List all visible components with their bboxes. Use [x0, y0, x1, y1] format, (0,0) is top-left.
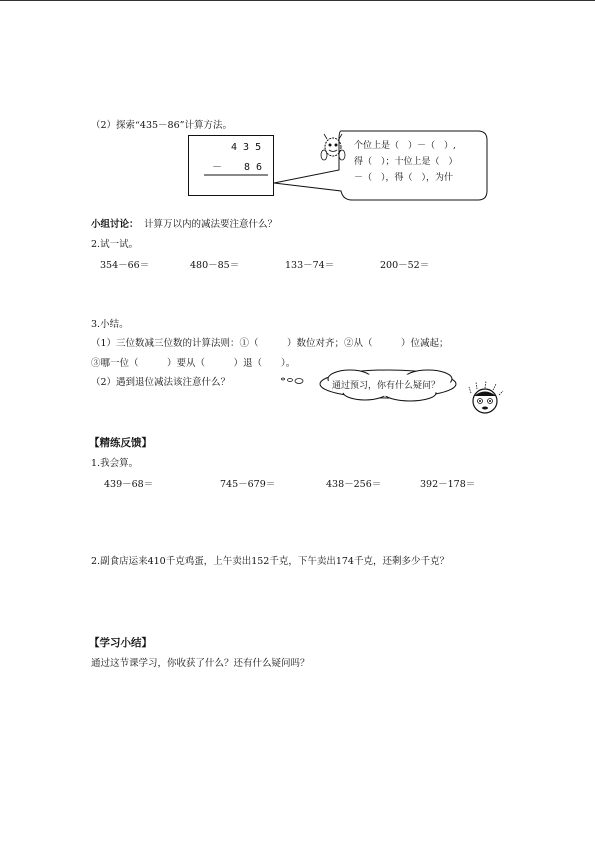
bubble-line-2: 得（ ）；十位上是（ ） [354, 157, 458, 167]
summary-line-1: （1）三位数减三位数的计算法则：①（ ）数位对齐；②从（ ）位减起； [91, 338, 449, 349]
study-summary-text: 通过这节课学习，你收获了什么？还有什么疑问吗？ [91, 658, 310, 669]
practice-item: 438－256＝ [326, 479, 382, 490]
cloud-text: 通过预习，你有什么疑问？ [332, 381, 441, 391]
explore-heading: （2）探索“435－86”计算方法。 [91, 120, 232, 131]
minus-sign: － [212, 162, 222, 173]
try-it-item: 133－74＝ [285, 260, 335, 271]
try-it-item: 480－85＝ [190, 260, 240, 271]
practice-item: 392－178＝ [420, 479, 476, 490]
try-it-item: 354－66＝ [100, 260, 150, 271]
bee-mascot-icon [320, 133, 346, 163]
bottom-number: 8 6 [244, 162, 263, 173]
practice-item: 745－679＝ [220, 479, 276, 490]
bubble-line-1: 个位上是（ ）－（ ）, [354, 141, 456, 151]
practice-sub-2: 2.副食店运来410千克鸡蛋，上午卖出152千克，下午卖出174千克，还剩多少千克？ [91, 556, 449, 567]
bubble-line-3: －（ ），得（ ），为什 [354, 173, 454, 183]
top-number: 4 3 5 [231, 142, 262, 153]
try-it-item: 200－52＝ [380, 260, 430, 271]
group-discussion-label: 小组讨论： [91, 219, 139, 230]
practice-heading: 【精练反馈】 [89, 437, 152, 449]
cartoon-face-icon [465, 379, 505, 417]
summary-line-3: （2）遇到退位减法该注意什么？ [91, 377, 231, 388]
practice-sub-1: 1.我会算。 [91, 458, 139, 469]
group-discussion-text: 计算万以内的减法要注意什么？ [144, 219, 278, 230]
summary-line-2: ③哪一位（ ）要从（ ）退（ ）。 [91, 358, 296, 369]
try-it-heading: 2.试一试。 [91, 239, 139, 250]
study-summary-heading: 【学习小结】 [89, 637, 152, 649]
practice-item: 439－68＝ [104, 479, 154, 490]
summary-heading: 3.小结。 [91, 319, 129, 330]
